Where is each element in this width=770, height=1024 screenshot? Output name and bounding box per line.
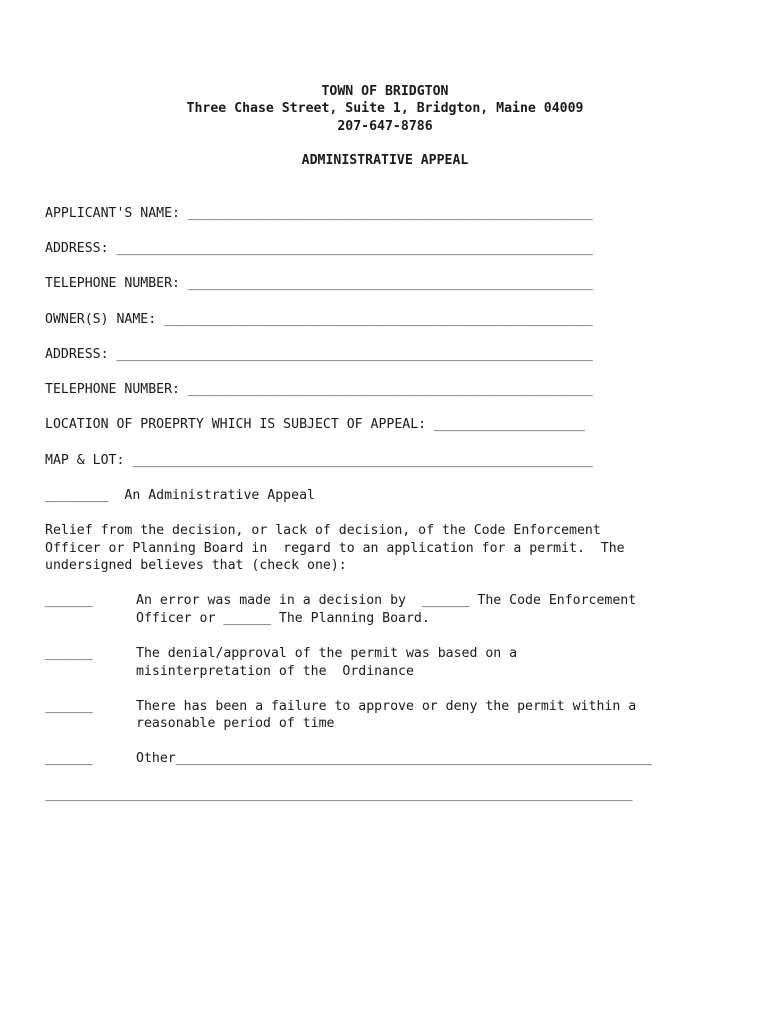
option-3-text-line-2: reasonable period of time [136, 716, 335, 731]
relief-paragraph-line-3: undersigned believes that (check one): [45, 558, 347, 573]
option-3-text-line-1: There has been a failure to approve or deny the permit within a [136, 699, 637, 714]
applicant-phone-field[interactable]: TELEPHONE NUMBER: ___________________________________________________ [45, 276, 593, 291]
town-address: Three Chase Street, Suite 1, Bridgton, Maine 04009 [186, 101, 584, 116]
option-3-checkbox-blank[interactable]: ______ [45, 699, 93, 714]
owner-name-field[interactable]: OWNER(S) NAME: ______________________________________________________ [45, 312, 593, 327]
relief-paragraph-line-1: Relief from the decision, or lack of decision, of the Code Enforcement [45, 523, 601, 538]
town-phone: 207-647-8786 [337, 119, 433, 134]
owner-phone-field[interactable]: TELEPHONE NUMBER: ___________________________________________________ [45, 382, 593, 397]
other-continuation-line[interactable]: __________________________________________________________________________ [45, 787, 633, 802]
town-name: TOWN OF BRIDGTON [321, 84, 449, 99]
option-2-text-line-1: The denial/approval of the permit was based on a [136, 646, 518, 661]
owner-address-field[interactable]: ADDRESS: ____________________________________________________________ [45, 347, 593, 362]
applicant-name-field[interactable]: APPLICANT'S NAME: ___________________________________________________ [45, 206, 593, 221]
relief-paragraph-line-2: Officer or Planning Board in regard to an application for a permit. The [45, 541, 625, 556]
option-4-checkbox-blank[interactable]: ______ [45, 751, 93, 766]
option-2-checkbox-blank[interactable]: ______ [45, 646, 93, 661]
form-title: ADMINISTRATIVE APPEAL [301, 153, 469, 168]
applicant-address-field[interactable]: ADDRESS: ____________________________________________________________ [45, 241, 593, 256]
map-lot-field[interactable]: MAP & LOT: __________________________________________________________ [45, 453, 593, 468]
option-4-other-field[interactable]: Other____________________________________________________________ [136, 751, 653, 766]
option-2-text-line-2: misinterpretation of the Ordinance [136, 664, 414, 679]
option-1-checkbox-blank[interactable]: ______ [45, 593, 93, 608]
administrative-appeal-checkbox-line[interactable]: ________ An Administrative Appeal [45, 488, 315, 503]
option-1-text-line-1: An error was made in a decision by ______ The Code Enforcement [136, 593, 637, 608]
option-1-text-line-2: Officer or ______ The Planning Board. [136, 611, 430, 626]
property-location-field[interactable]: LOCATION OF PROEPRTY WHICH IS SUBJECT OF APPEAL: ___________________ [45, 417, 585, 432]
